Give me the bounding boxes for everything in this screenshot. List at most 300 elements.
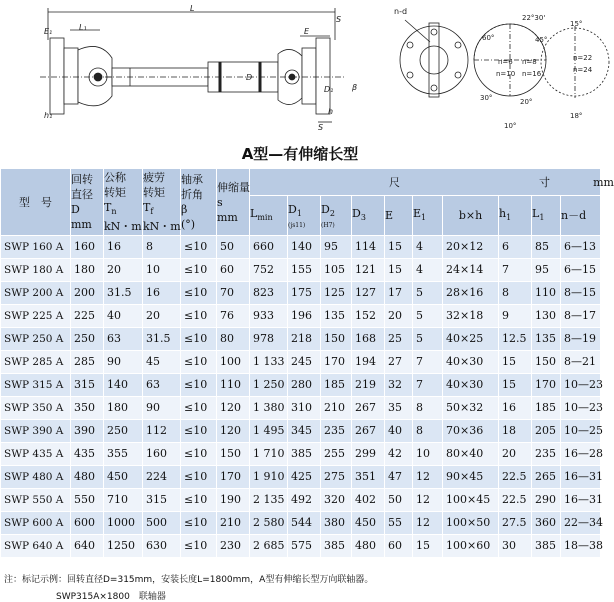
table-row bbox=[1, 466, 601, 489]
table-cell: SWP 315 A bbox=[1, 374, 71, 397]
table-cell: 125 bbox=[321, 282, 352, 305]
col-group-dims bbox=[250, 169, 614, 196]
left-flange bbox=[40, 38, 120, 114]
col-lmin bbox=[250, 196, 288, 236]
col-l1 bbox=[532, 196, 561, 236]
table-cell: 10 bbox=[413, 443, 443, 466]
col-l1-sub: 1 bbox=[539, 213, 545, 223]
label-angle-60: 60° bbox=[482, 34, 495, 42]
table-cell: 380 bbox=[321, 512, 352, 535]
table-cell: 170 bbox=[217, 466, 250, 489]
col-beta-unit: (°) bbox=[181, 218, 196, 231]
table-cell: 2 135 bbox=[250, 489, 288, 512]
col-d-line1: 回转 bbox=[71, 173, 93, 186]
table-cell: 355 bbox=[104, 443, 143, 466]
table-cell: 135 bbox=[321, 305, 352, 328]
col-s-line1: 伸缩量 bbox=[217, 180, 250, 194]
table-cell: 18 bbox=[499, 420, 532, 443]
table-cell: 299 bbox=[352, 443, 385, 466]
col-e: E bbox=[385, 196, 413, 236]
col-beta-line1: 轴承 bbox=[181, 173, 203, 186]
table-row bbox=[1, 282, 601, 305]
table-cell: 150 bbox=[217, 443, 250, 466]
table-cell: 450 bbox=[104, 466, 143, 489]
table-cell: 10—25 bbox=[561, 420, 601, 443]
col-d2-sym: D bbox=[321, 203, 330, 217]
table-cell: 90×45 bbox=[443, 466, 499, 489]
table-cell: 76 bbox=[217, 305, 250, 328]
table-cell: 15 bbox=[499, 374, 532, 397]
table-cell: 180 bbox=[71, 259, 104, 282]
table-cell: 320 bbox=[321, 489, 352, 512]
table-cell: 6 bbox=[499, 236, 532, 259]
table-cell: 50 bbox=[217, 236, 250, 259]
label-s-bottom: S bbox=[318, 123, 324, 132]
table-cell: 32×18 bbox=[443, 305, 499, 328]
table-cell: 752 bbox=[250, 259, 288, 282]
table-cell: SWP 480 A bbox=[1, 466, 71, 489]
col-d bbox=[71, 169, 104, 236]
col-lmin-sub: min bbox=[257, 213, 273, 223]
table-cell: ≤10 bbox=[181, 236, 217, 259]
table-cell: 245 bbox=[288, 351, 321, 374]
table-cell: 575 bbox=[288, 535, 321, 558]
table-cell: 105 bbox=[321, 259, 352, 282]
table-cell: 385 bbox=[288, 443, 321, 466]
table-cell: 60 bbox=[217, 259, 250, 282]
table-cell: 351 bbox=[352, 466, 385, 489]
table-cell: 8—21 bbox=[561, 351, 601, 374]
table-cell: 480 bbox=[71, 466, 104, 489]
table-cell: 7 bbox=[413, 351, 443, 374]
table-cell: 152 bbox=[352, 305, 385, 328]
col-tn-line2: 转矩 bbox=[104, 185, 126, 199]
table-cell: 5 bbox=[413, 282, 443, 305]
table-cell: 1 133 bbox=[250, 351, 288, 374]
table-cell: 823 bbox=[250, 282, 288, 305]
table-cell: 150 bbox=[532, 351, 561, 374]
coupling-drawing bbox=[0, 0, 600, 140]
col-tf-line1: 疲劳 bbox=[143, 170, 165, 184]
col-s-unit: mm bbox=[217, 210, 238, 224]
table-cell: 63 bbox=[104, 328, 143, 351]
label-l1: L₁ bbox=[79, 23, 87, 32]
table-cell: 250 bbox=[104, 420, 143, 443]
col-nd: n－d bbox=[561, 196, 601, 236]
label-n8: n=8 bbox=[522, 58, 537, 66]
table-cell: 235 bbox=[321, 420, 352, 443]
table-cell: 63 bbox=[143, 374, 181, 397]
table-cell: ≤10 bbox=[181, 328, 217, 351]
table-row bbox=[1, 397, 601, 420]
col-d2-tol: (H7) bbox=[321, 221, 335, 229]
table-cell: 710 bbox=[104, 489, 143, 512]
table-cell: 235 bbox=[532, 443, 561, 466]
table-cell: SWP 435 A bbox=[1, 443, 71, 466]
table-cell: ≤10 bbox=[181, 466, 217, 489]
label-angle-18: 18° bbox=[570, 112, 583, 120]
table-cell: 35 bbox=[385, 397, 413, 420]
col-d1-sub: 1 bbox=[296, 209, 302, 219]
table-cell: 230 bbox=[217, 535, 250, 558]
table-cell: 500 bbox=[143, 512, 181, 535]
table-cell: 290 bbox=[532, 489, 561, 512]
table-cell: 5 bbox=[413, 305, 443, 328]
col-d2-sub: 2 bbox=[329, 209, 335, 219]
table-cell: 45 bbox=[143, 351, 181, 374]
section-title: A型—有伸缩长型 bbox=[241, 145, 359, 163]
table-cell: 20 bbox=[143, 305, 181, 328]
dims-unit: mm bbox=[593, 175, 614, 189]
table-cell: 170 bbox=[321, 351, 352, 374]
table-cell: 15 bbox=[413, 535, 443, 558]
table-cell: SWP 225 A bbox=[1, 305, 71, 328]
table-cell: 265 bbox=[532, 466, 561, 489]
col-e1 bbox=[413, 196, 443, 236]
table-cell: 10—23 bbox=[561, 397, 601, 420]
label-e1: E₁ bbox=[44, 27, 53, 36]
table-cell: 200 bbox=[71, 282, 104, 305]
table-cell: 150 bbox=[321, 328, 352, 351]
col-beta-line2: 折角 bbox=[181, 188, 203, 201]
table-cell: 660 bbox=[250, 236, 288, 259]
table-cell: 40×30 bbox=[443, 351, 499, 374]
flange-end-view-3 bbox=[541, 20, 609, 120]
table-cell: 112 bbox=[143, 420, 181, 443]
table-cell: 630 bbox=[143, 535, 181, 558]
table-cell: 12 bbox=[413, 489, 443, 512]
table-cell: 933 bbox=[250, 305, 288, 328]
spec-table bbox=[0, 168, 614, 558]
table-cell: 218 bbox=[288, 328, 321, 351]
table-cell: 9 bbox=[499, 305, 532, 328]
table-cell: 8—15 bbox=[561, 282, 601, 305]
col-bh: b×h bbox=[443, 196, 499, 236]
table-cell: 492 bbox=[288, 489, 321, 512]
table-cell: 28×16 bbox=[443, 282, 499, 305]
label-e: E bbox=[304, 27, 310, 36]
table-cell: 20 bbox=[499, 443, 532, 466]
table-cell: 4 bbox=[413, 236, 443, 259]
table-cell: ≤10 bbox=[181, 535, 217, 558]
table-cell: 18—38 bbox=[561, 535, 601, 558]
table-cell: 40 bbox=[385, 420, 413, 443]
table-row bbox=[1, 236, 601, 259]
table-cell: 12 bbox=[413, 466, 443, 489]
table-cell: 22.5 bbox=[499, 489, 532, 512]
table-cell: 425 bbox=[288, 466, 321, 489]
table-cell: 175 bbox=[288, 282, 321, 305]
table-cell: 130 bbox=[532, 305, 561, 328]
table-cell: 40×25 bbox=[443, 328, 499, 351]
table-cell: 80×40 bbox=[443, 443, 499, 466]
table-cell: 219 bbox=[352, 374, 385, 397]
table-cell: 10—23 bbox=[561, 374, 601, 397]
table-cell: 640 bbox=[71, 535, 104, 558]
label-l: L bbox=[190, 4, 195, 13]
table-cell: 390 bbox=[71, 420, 104, 443]
table-cell: 95 bbox=[321, 236, 352, 259]
table-cell: 16 bbox=[499, 397, 532, 420]
table-cell: 8—17 bbox=[561, 305, 601, 328]
label-angle-45: 45° bbox=[535, 36, 548, 44]
col-tf-sub: f bbox=[150, 207, 154, 217]
col-beta bbox=[181, 169, 217, 236]
table-cell: ≤10 bbox=[181, 512, 217, 535]
table-cell: 16 bbox=[143, 282, 181, 305]
label-n24: n=24 bbox=[573, 66, 593, 74]
table-cell: 224 bbox=[143, 466, 181, 489]
col-d-sym: D bbox=[71, 203, 80, 216]
table-cell: 160 bbox=[71, 236, 104, 259]
table-cell: SWP 600 A bbox=[1, 512, 71, 535]
table-cell: 40 bbox=[104, 305, 143, 328]
table-cell: 85 bbox=[532, 236, 561, 259]
table-cell: 110 bbox=[217, 374, 250, 397]
table-cell: 25 bbox=[385, 328, 413, 351]
label-n16: n=16 bbox=[522, 70, 542, 78]
col-d1-tol: (js11) bbox=[288, 221, 306, 229]
table-cell: 315 bbox=[71, 374, 104, 397]
table-cell: SWP 200 A bbox=[1, 282, 71, 305]
table-row bbox=[1, 374, 601, 397]
label-h1: h₁ bbox=[44, 111, 53, 120]
table-cell: SWP 640 A bbox=[1, 535, 71, 558]
table-cell: 1000 bbox=[104, 512, 143, 535]
table-cell: 27 bbox=[385, 351, 413, 374]
table-cell: 127 bbox=[352, 282, 385, 305]
col-d-unit: mm bbox=[71, 218, 92, 231]
table-cell: 550 bbox=[71, 489, 104, 512]
table-cell: 2 685 bbox=[250, 535, 288, 558]
table-cell: SWP 550 A bbox=[1, 489, 71, 512]
table-cell: 20×12 bbox=[443, 236, 499, 259]
label-angle-15: 15° bbox=[570, 20, 583, 28]
table-row bbox=[1, 512, 601, 535]
table-cell: 8 bbox=[499, 282, 532, 305]
table-row bbox=[1, 351, 601, 374]
table-cell: 978 bbox=[250, 328, 288, 351]
col-beta-sym: β bbox=[181, 203, 188, 216]
col-model: 型 号 bbox=[1, 169, 71, 236]
table-cell: 310 bbox=[288, 397, 321, 420]
table-cell: 135 bbox=[532, 328, 561, 351]
dims-label-2: 寸 bbox=[539, 175, 550, 189]
dims-label-1: 尺 bbox=[389, 175, 400, 189]
col-d3 bbox=[352, 196, 385, 236]
table-cell: 12 bbox=[413, 512, 443, 535]
table-cell: 40×30 bbox=[443, 374, 499, 397]
table-cell: 140 bbox=[288, 236, 321, 259]
table-cell: ≤10 bbox=[181, 443, 217, 466]
table-cell: 10 bbox=[143, 259, 181, 282]
table-cell: 280 bbox=[288, 374, 321, 397]
table-cell: ≤10 bbox=[181, 351, 217, 374]
table-cell: 285 bbox=[71, 351, 104, 374]
label-n10: n=10 bbox=[496, 70, 516, 78]
table-cell: 70×36 bbox=[443, 420, 499, 443]
col-d1 bbox=[288, 196, 321, 236]
col-tf bbox=[143, 169, 181, 236]
spec-table-body bbox=[1, 236, 601, 558]
table-cell: 12.5 bbox=[499, 328, 532, 351]
table-cell: 196 bbox=[288, 305, 321, 328]
table-cell: 7 bbox=[413, 374, 443, 397]
table-cell: 402 bbox=[352, 489, 385, 512]
table-cell: SWP 180 A bbox=[1, 259, 71, 282]
label-n22: n=22 bbox=[573, 54, 593, 62]
col-lmin-sym: L bbox=[250, 206, 258, 220]
table-cell: 90 bbox=[143, 397, 181, 420]
table-cell: 1 910 bbox=[250, 466, 288, 489]
col-s bbox=[217, 169, 250, 236]
flange-end-view-1 bbox=[394, 7, 468, 97]
table-cell: 210 bbox=[321, 397, 352, 420]
table-cell: 5 bbox=[413, 328, 443, 351]
table-cell: 275 bbox=[321, 466, 352, 489]
table-cell: 100×50 bbox=[443, 512, 499, 535]
table-row bbox=[1, 443, 601, 466]
table-cell: 32 bbox=[385, 374, 413, 397]
col-l1-sym: L bbox=[532, 206, 540, 220]
table-cell: 544 bbox=[288, 512, 321, 535]
table-cell: 155 bbox=[288, 259, 321, 282]
col-tf-unit: kN・m bbox=[143, 220, 181, 234]
table-cell: 22—34 bbox=[561, 512, 601, 535]
table-cell: 205 bbox=[532, 420, 561, 443]
col-d-line2: 直径 bbox=[71, 188, 93, 201]
table-row bbox=[1, 489, 601, 512]
table-cell: 20 bbox=[104, 259, 143, 282]
table-cell: 267 bbox=[352, 397, 385, 420]
shaft bbox=[105, 62, 300, 92]
table-cell: 1 380 bbox=[250, 397, 288, 420]
col-tn-unit: kN・m bbox=[104, 220, 142, 234]
table-row bbox=[1, 305, 601, 328]
table-cell: 42 bbox=[385, 443, 413, 466]
table-cell: 8 bbox=[413, 397, 443, 420]
table-cell: ≤10 bbox=[181, 282, 217, 305]
table-row bbox=[1, 535, 601, 558]
col-d2 bbox=[321, 196, 352, 236]
label-n6: n=6 bbox=[498, 58, 513, 66]
col-e1-sym: E bbox=[413, 206, 422, 220]
table-cell: 345 bbox=[288, 420, 321, 443]
col-d1-sym: D bbox=[288, 203, 297, 217]
table-cell: ≤10 bbox=[181, 397, 217, 420]
table-cell: 30 bbox=[499, 535, 532, 558]
col-h1-sub: 1 bbox=[506, 213, 512, 223]
table-cell: ≤10 bbox=[181, 489, 217, 512]
table-cell: 160 bbox=[143, 443, 181, 466]
table-cell: 168 bbox=[352, 328, 385, 351]
table-cell: 450 bbox=[352, 512, 385, 535]
table-cell: 8 bbox=[143, 236, 181, 259]
flange-end-view-2 bbox=[474, 14, 547, 130]
table-cell: 120 bbox=[217, 420, 250, 443]
table-cell: 6—13 bbox=[561, 236, 601, 259]
table-cell: 15 bbox=[499, 351, 532, 374]
table-cell: 15 bbox=[385, 259, 413, 282]
table-cell: 1 250 bbox=[250, 374, 288, 397]
table-cell: 250 bbox=[71, 328, 104, 351]
table-cell: 8 bbox=[413, 420, 443, 443]
table-cell: 6—15 bbox=[561, 259, 601, 282]
table-cell: 24×14 bbox=[443, 259, 499, 282]
table-cell: SWP 390 A bbox=[1, 420, 71, 443]
label-angle-22: 22°30' bbox=[522, 14, 546, 22]
table-cell: 50×32 bbox=[443, 397, 499, 420]
table-cell: 100 bbox=[217, 351, 250, 374]
table-cell: 1250 bbox=[104, 535, 143, 558]
table-cell: 180 bbox=[104, 397, 143, 420]
col-d3-sym: D bbox=[352, 206, 361, 220]
table-cell: 385 bbox=[532, 535, 561, 558]
col-tf-line2: 转矩 bbox=[143, 185, 165, 199]
table-cell: 70 bbox=[217, 282, 250, 305]
table-cell: 16—31 bbox=[561, 466, 601, 489]
label-nd: n-d bbox=[394, 7, 408, 16]
table-cell: 2 580 bbox=[250, 512, 288, 535]
label-angle-30: 30° bbox=[480, 94, 493, 102]
table-cell: ≤10 bbox=[181, 374, 217, 397]
label-beta: β bbox=[352, 83, 358, 92]
label-d1: D₁ bbox=[324, 85, 334, 94]
label-angle-20: 20° bbox=[520, 98, 533, 106]
table-cell: 194 bbox=[352, 351, 385, 374]
right-flange bbox=[278, 38, 345, 114]
table-cell: 110 bbox=[532, 282, 561, 305]
table-cell: 600 bbox=[71, 512, 104, 535]
table-row bbox=[1, 420, 601, 443]
table-cell: 170 bbox=[532, 374, 561, 397]
col-s-sym: s bbox=[217, 195, 223, 209]
label-h: h bbox=[328, 107, 334, 116]
table-cell: SWP 250 A bbox=[1, 328, 71, 351]
dimension-l bbox=[48, 4, 335, 40]
col-e1-sub: 1 bbox=[421, 213, 427, 223]
table-cell: 7 bbox=[499, 259, 532, 282]
table-cell: 95 bbox=[532, 259, 561, 282]
col-tf-sym: T bbox=[143, 200, 151, 214]
table-cell: 190 bbox=[217, 489, 250, 512]
col-tn-sym: T bbox=[104, 200, 112, 214]
table-cell: 185 bbox=[532, 397, 561, 420]
example-text: SWP315A×1800 联轴器 bbox=[56, 592, 166, 602]
table-cell: 15 bbox=[385, 236, 413, 259]
table-cell: 55 bbox=[385, 512, 413, 535]
table-cell: 47 bbox=[385, 466, 413, 489]
table-cell: 114 bbox=[352, 236, 385, 259]
table-cell: 80 bbox=[217, 328, 250, 351]
table-cell: 185 bbox=[321, 374, 352, 397]
table-cell: 27.5 bbox=[499, 512, 532, 535]
table-cell: SWP 160 A bbox=[1, 236, 71, 259]
table-cell: 17 bbox=[385, 282, 413, 305]
col-d3-sub: 3 bbox=[360, 213, 366, 223]
table-cell: 120 bbox=[217, 397, 250, 420]
table-cell: ≤10 bbox=[181, 305, 217, 328]
table-cell: SWP 285 A bbox=[1, 351, 71, 374]
table-cell: 360 bbox=[532, 512, 561, 535]
table-cell: 100×45 bbox=[443, 489, 499, 512]
table-cell: 16—31 bbox=[561, 489, 601, 512]
table-cell: 140 bbox=[104, 374, 143, 397]
table-cell: 210 bbox=[217, 512, 250, 535]
table-cell: 255 bbox=[321, 443, 352, 466]
note-text: 注：标记示例：回转直径D=315mm，安装长度L=1800mm，A型有伸缩长型万向联轴器。 bbox=[4, 575, 374, 585]
table-row bbox=[1, 259, 601, 282]
